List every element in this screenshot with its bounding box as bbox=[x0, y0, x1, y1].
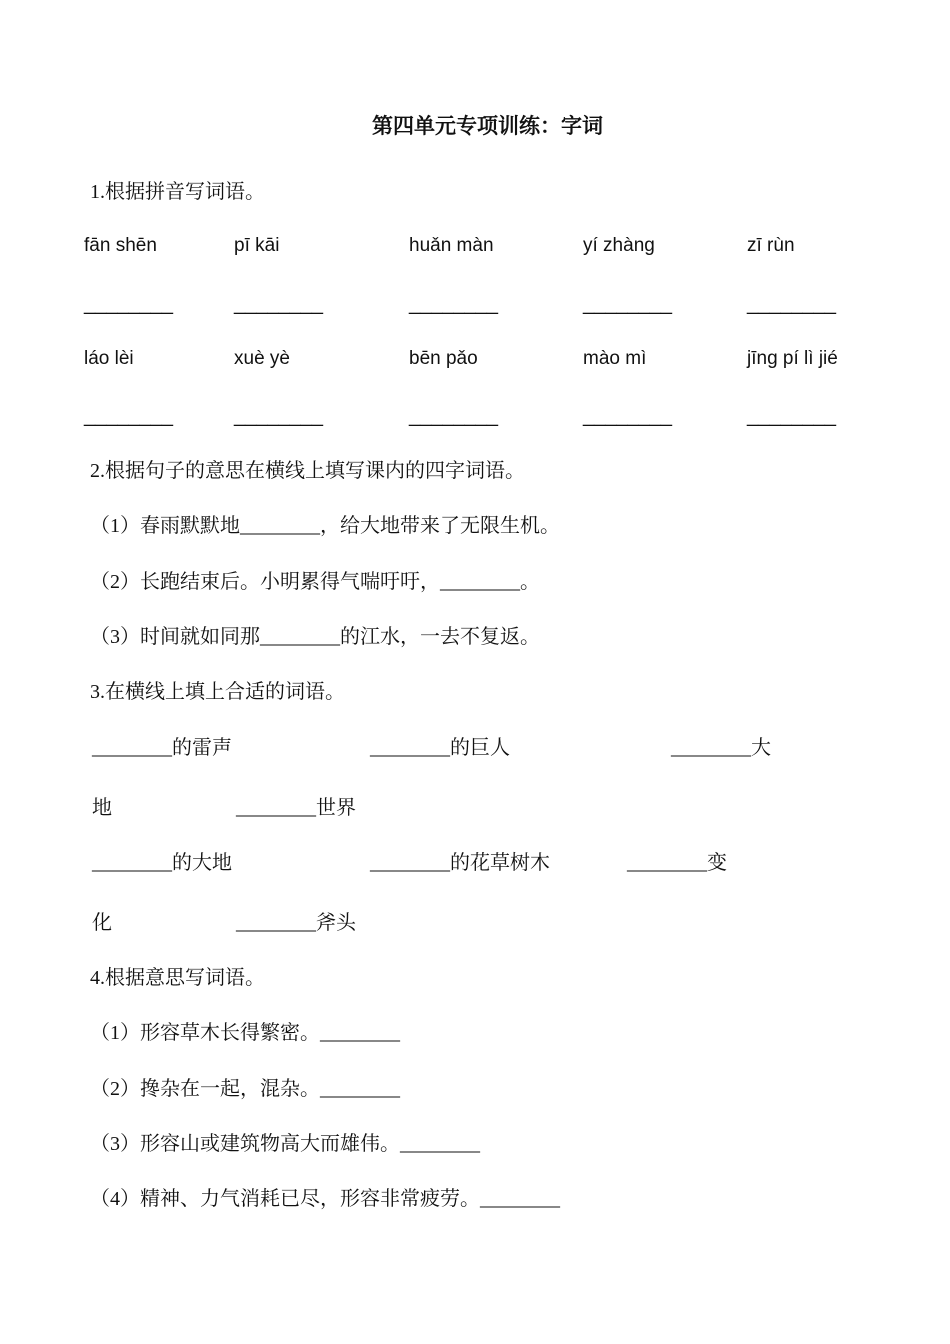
q4-item: （1）形容草木长得繁密。________ bbox=[90, 1022, 400, 1044]
q4-item: （3）形容山或建筑物高大而雄伟。________ bbox=[90, 1133, 480, 1155]
answer-blank[interactable]: ________ bbox=[84, 405, 173, 427]
q3-item: ________斧头 bbox=[236, 912, 356, 934]
q4-heading: 4.根据意思写词语。 bbox=[90, 967, 265, 989]
q4-item: （2）搀杂在一起，混杂。________ bbox=[90, 1078, 400, 1100]
q3-item: ________变 bbox=[627, 852, 727, 874]
q3-item: 地 bbox=[92, 797, 112, 819]
answer-blank[interactable]: ________ bbox=[409, 405, 498, 427]
q3-heading: 3.在横线上填上合适的词语。 bbox=[90, 681, 345, 703]
answer-blank[interactable]: ________ bbox=[234, 293, 323, 315]
q2-item: （2）长跑结束后。小明累得气喘吁吁，________。 bbox=[90, 571, 540, 593]
q3-item: ________的花草树木 bbox=[370, 852, 550, 874]
answer-blank[interactable]: ________ bbox=[747, 405, 836, 427]
q4-item: （4）精神、力气消耗已尽，形容非常疲劳。________ bbox=[90, 1188, 560, 1210]
answer-blank[interactable]: ________ bbox=[234, 405, 323, 427]
q2-item: （1）春雨默默地________，给大地带来了无限生机。 bbox=[90, 515, 560, 537]
q3-item: ________世界 bbox=[236, 797, 356, 819]
pinyin-item: jīng pí lì jié bbox=[747, 348, 838, 369]
pinyin-item: yí zhàng bbox=[583, 235, 655, 256]
q2-heading: 2.根据句子的意思在横线上填写课内的四字词语。 bbox=[90, 460, 525, 482]
pinyin-item: mào mì bbox=[583, 348, 647, 369]
q3-item: ________的巨人 bbox=[370, 737, 510, 759]
answer-blank[interactable]: ________ bbox=[747, 293, 836, 315]
answer-blank[interactable]: ________ bbox=[84, 293, 173, 315]
q1-heading: 1.根据拼音写词语。 bbox=[90, 181, 265, 203]
pinyin-item: fān shēn bbox=[84, 235, 157, 256]
pinyin-item: pī kāi bbox=[234, 235, 280, 256]
answer-blank[interactable]: ________ bbox=[409, 293, 498, 315]
pinyin-item: huǎn màn bbox=[409, 235, 494, 256]
pinyin-item: bēn pǎo bbox=[409, 348, 478, 369]
q3-item: 化 bbox=[92, 912, 112, 934]
answer-blank[interactable]: ________ bbox=[583, 293, 672, 315]
q3-item: ________的雷声 bbox=[92, 737, 232, 759]
q3-item: ________大 bbox=[671, 737, 771, 759]
q2-item: （3）时间就如同那________的江水，一去不复返。 bbox=[90, 626, 540, 648]
pinyin-item: láo lèi bbox=[84, 348, 134, 369]
pinyin-item: xuè yè bbox=[234, 348, 290, 369]
pinyin-item: zī rùn bbox=[747, 235, 795, 256]
q3-item: ________的大地 bbox=[92, 852, 232, 874]
answer-blank[interactable]: ________ bbox=[583, 405, 672, 427]
page-title: 第四单元专项训练：字词 bbox=[372, 114, 603, 138]
